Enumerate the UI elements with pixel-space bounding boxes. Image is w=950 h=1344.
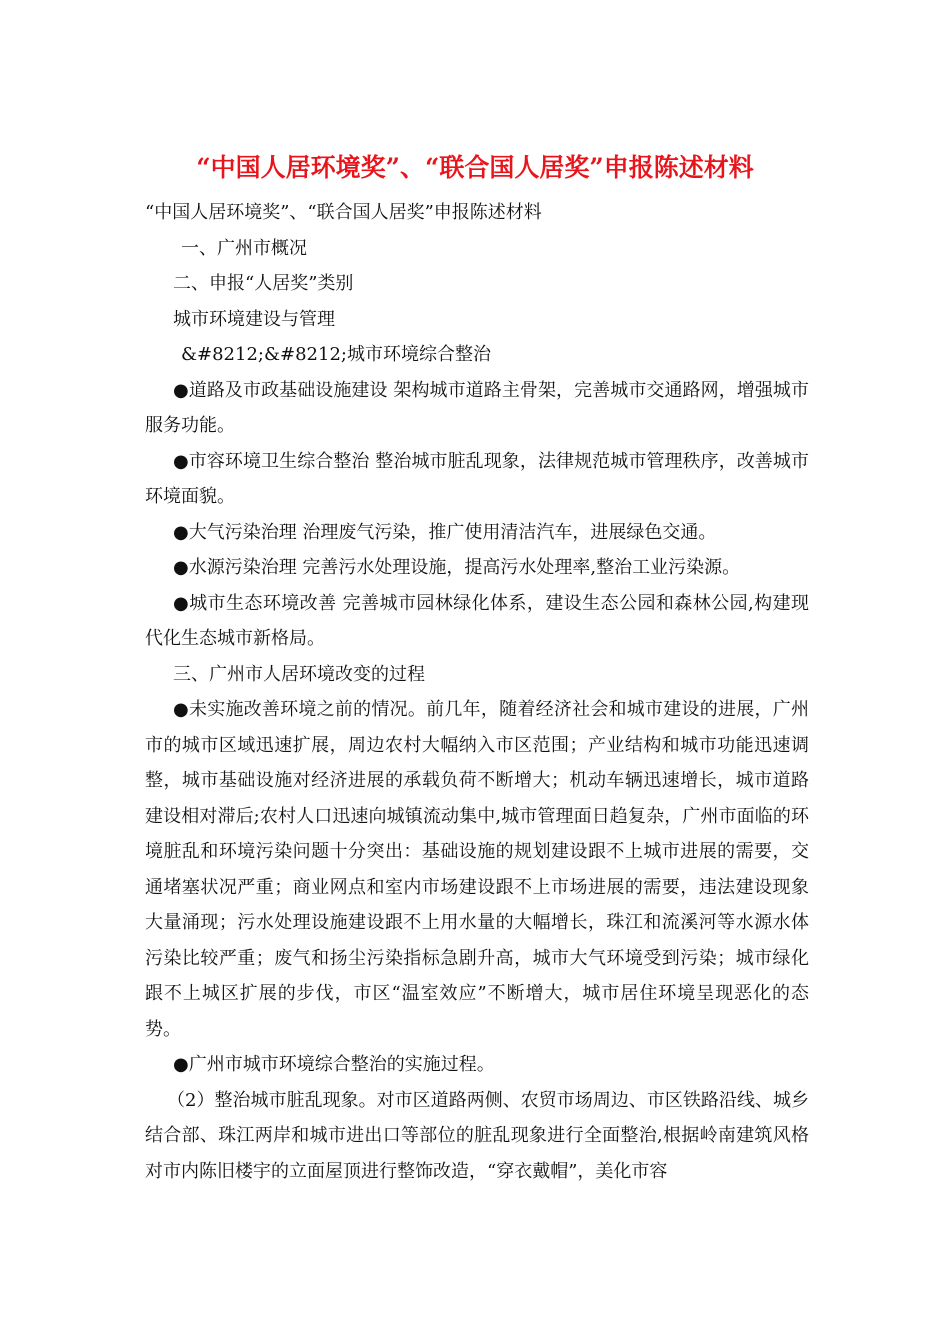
- paragraph-item-2: （2）整治城市脏乱现象。对市区道路两侧、农贸市场周边、市区铁路沿线、城乡结合部、珠江两岸和城市进出口等部位的脏乱现象进行全面整治,根据岭南建筑风格对市内陈旧楼宇的立面屋顶进行整饰改造，“穿衣戴帽”，美化市容: [145, 1089, 809, 1182]
- paragraph-section-3: 三、广州市人居环境改变的过程: [173, 663, 425, 685]
- paragraph-bullet-sanitation: ●市容环境卫生综合整治 整治城市脏乱现象，法律规范城市管理秩序，改善城市环境面貌。: [145, 450, 809, 507]
- paragraph-section-2: 二、申报“人居奖”类别: [173, 273, 354, 294]
- paragraph-bullet-before: ●未实施改善环境之前的情况。前几年，随着经济社会和城市建设的进展，广州市的城市区域迅速扩展，周边农村大幅纳入市区范围；产业结构和城市功能迅速调整，城市基础设施对经济进展的承载负荷不断增大；机动车辆迅速增长，城市道路建设相对滞后;农村人口迅速向城镇流动集中,城市管理面日趋复杂，广州市面临的环境脏乱和环境污染问题十分突出：基础设施的规划建设跟不上城市进展的需要，交通堵塞状况严重；商业网点和室内市场建设跟不上市场进展的需要，违法建设现象大量涌现；污水处理设施建设跟不上用水量的大幅增长，珠江和流溪河等水源水体污染比较严重；废气和扬尘污染指标急剧升高，城市大气环境受到污染；城市绿化跟不上城区扩展的步伐，市区“温室效应”不断增大，城市居住环境呈现恶化的态势。: [145, 699, 809, 1040]
- document-body: [145, 195, 809, 1189]
- document-title: “中国人居环境奖”、“联合国人居奖”申报陈述材料: [196, 153, 754, 182]
- paragraph-subcategory: &#8212;&#8212;城市环境综合整治: [181, 344, 491, 365]
- paragraph-bullet-water: ●水源污染治理 完善污水处理设施，提高污水处理率,整治工业污染源。: [173, 557, 741, 578]
- paragraph-bullet-ecology: ●城市生态环境改善 完善城市园林绿化体系，建设生态公园和森林公园,构建现代化生态城市新格局。: [145, 592, 809, 649]
- paragraph-bullet-roads: ●道路及市政基础设施建设 架构城市道路主骨架，完善城市交通路网，增强城市服务功能。: [145, 379, 809, 436]
- paragraph-subtitle: “中国人居环境奖”、“联合国人居奖”申报陈述材料: [145, 202, 542, 223]
- paragraph-bullet-air: ●大气污染治理 治理废气污染，推广使用清洁汽车，进展绿色交通。: [173, 521, 717, 543]
- paragraph-section-1: 一、广州市概况: [181, 237, 307, 259]
- paragraph-category: 城市环境建设与管理: [173, 308, 335, 330]
- paragraph-bullet-process: ●广州市城市环境综合整治的实施过程。: [173, 1054, 495, 1075]
